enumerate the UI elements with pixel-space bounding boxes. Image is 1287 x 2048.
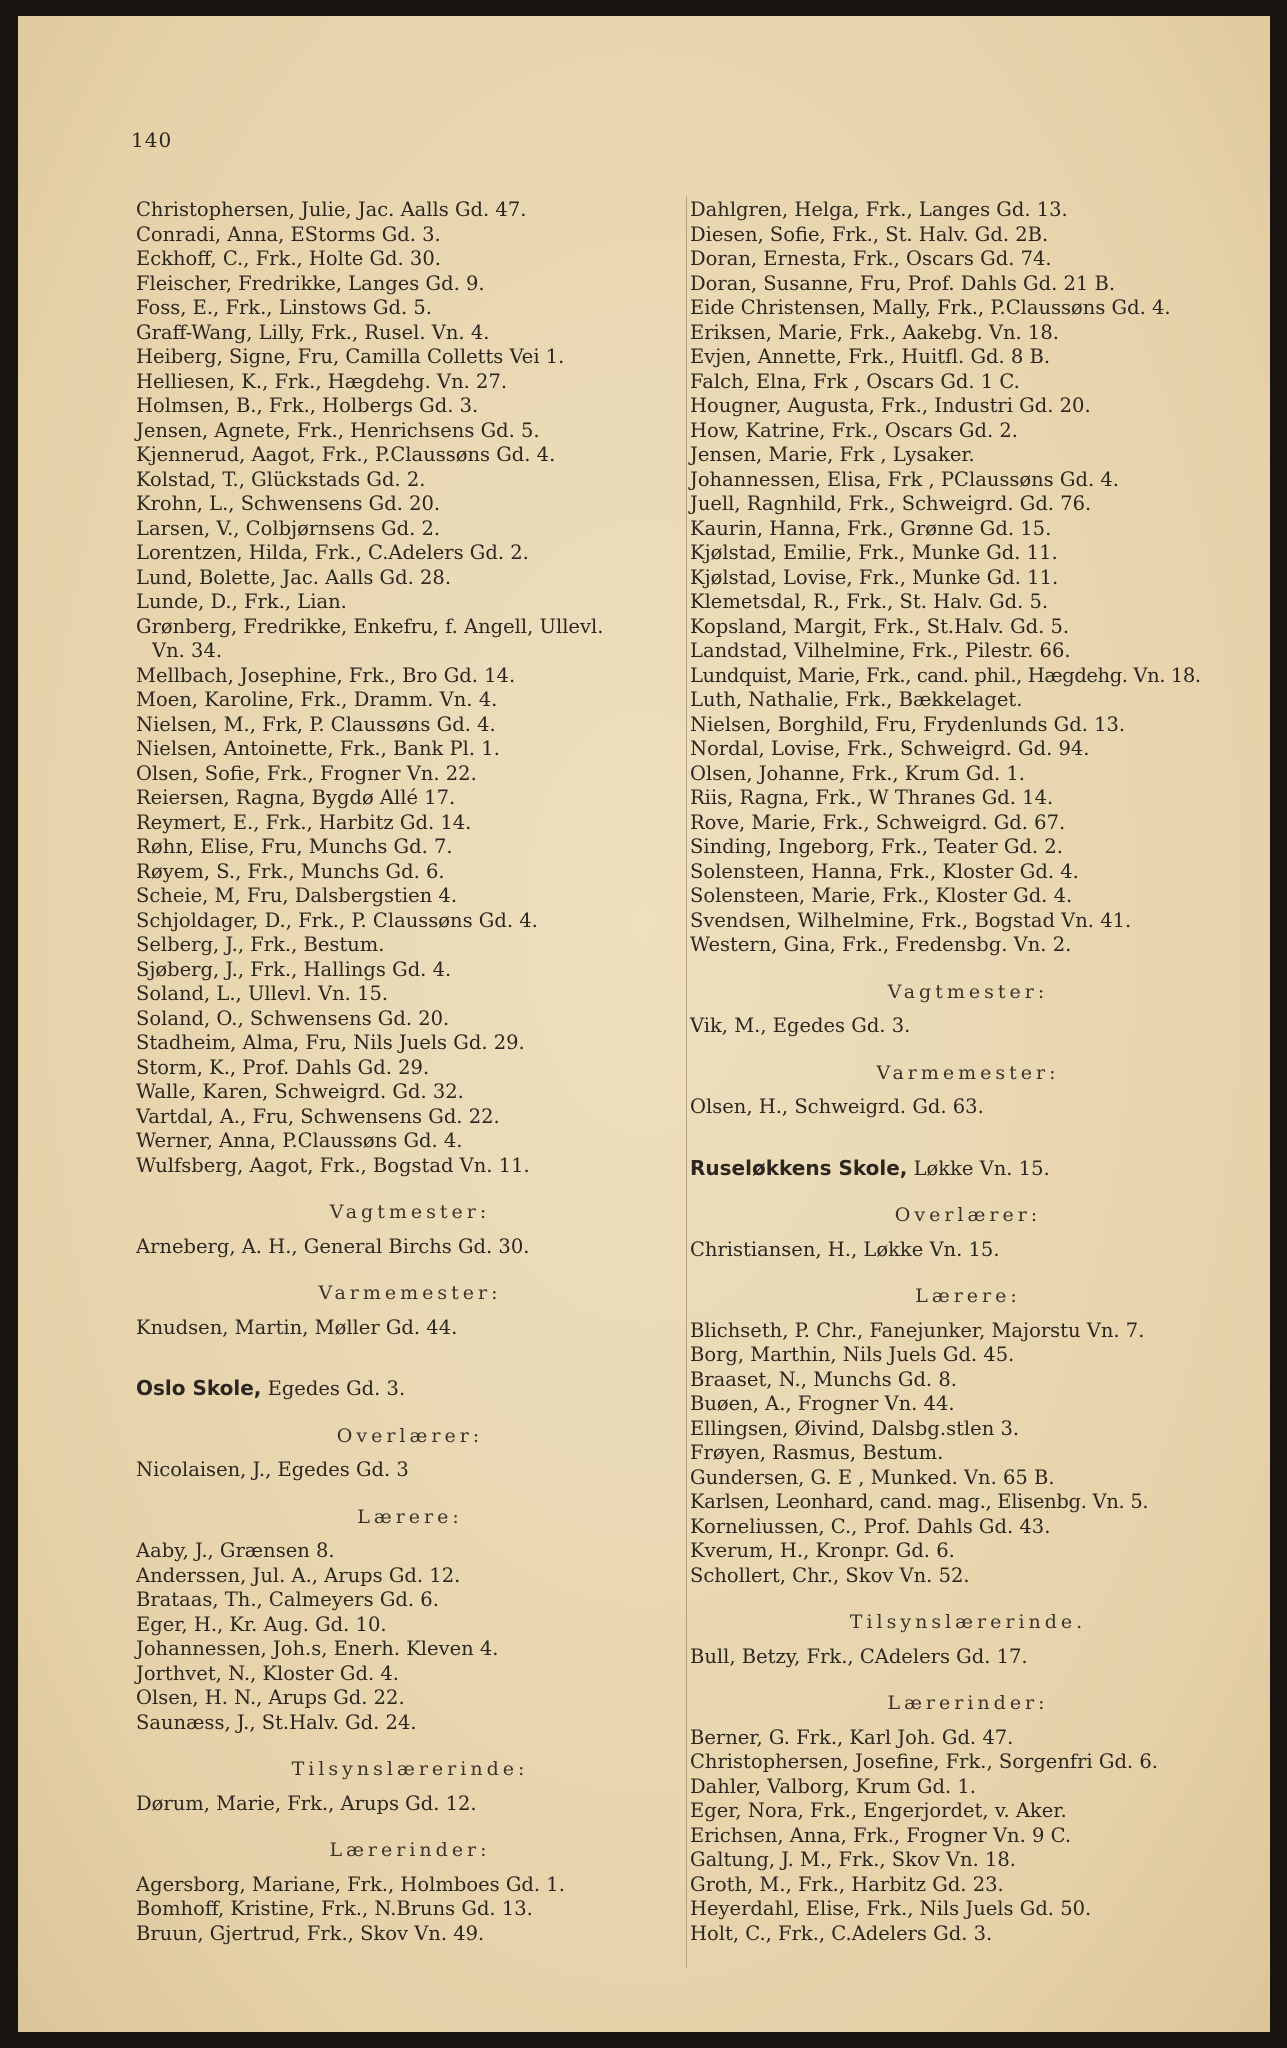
list-item: Eriksen, Marie, Frk., Aakebg. Vn. 18. xyxy=(690,320,1059,344)
list-item: Kopsland, Margit, Frk., St.Halv. Gd. 5. xyxy=(690,614,1070,638)
list-item: Vik, M., Egedes Gd. 3. xyxy=(690,1014,911,1037)
list-item: Olsen, Johanne, Frk., Krum Gd. 1. xyxy=(690,761,1025,785)
school-heading xyxy=(136,1376,684,1402)
list-item: Knudsen, Martin, Møller Gd. 44. xyxy=(136,1315,458,1339)
list-item: Kverum, H., Kronpr. Gd. 6. xyxy=(690,1539,955,1562)
section-heading-laerere: Lærere: xyxy=(915,1285,1021,1307)
list-item: Stadheim, Alma, Fru, Nils Juels Gd. 29. xyxy=(136,1031,525,1054)
list-item: Holt, C., Frk., C.Adelers Gd. 3. xyxy=(690,1921,993,1945)
list-item: Rove, Marie, Frk., Schweigrd. Gd. 67. xyxy=(690,810,1066,834)
list-item: Kolstad, T., Glückstads Gd. 2. xyxy=(136,467,426,491)
list-item: Lund, Bolette, Jac. Aalls Gd. 28. xyxy=(136,565,452,589)
list-item: Nielsen, M., Frk, P. Claussøns Gd. 4. xyxy=(136,712,496,736)
school-name: Ruseløkkens Skole, xyxy=(690,1155,908,1180)
list-item: Nielsen, Borghild, Fru, Frydenlunds Gd. 13. xyxy=(690,712,1126,736)
list-item: Riis, Ragna, Frk., W Thranes Gd. 14. xyxy=(690,786,1054,809)
list-item: Vartdal, A., Fru, Schwensens Gd. 22. xyxy=(136,1104,500,1128)
list-item: Frøyen, Rasmus, Bestum. xyxy=(690,1441,944,1464)
section-heading-tilsynslaererinde: Tilsynslærerinde: xyxy=(291,1758,529,1780)
list-item: Sjøberg, J., Frk., Hallings Gd. 4. xyxy=(136,957,452,981)
list-item: Olsen, H., Schweigrd. Gd. 63. xyxy=(690,1095,984,1118)
list-item: Anderssen, Jul. A., Arups Gd. 12. xyxy=(136,1563,461,1587)
list-item: Agersborg, Mariane, Frk., Holmboes Gd. 1. xyxy=(136,1872,565,1896)
list-item: Buøen, A., Frogner Vn. 44. xyxy=(690,1392,955,1415)
list-item: Korneliussen, C., Prof. Dahls Gd. 43. xyxy=(690,1514,1051,1538)
list-item: Western, Gina, Frk., Fredensbg. Vn. 2. xyxy=(690,933,1072,956)
list-item: Christiansen, H., Løkke Vn. 15. xyxy=(690,1237,1000,1261)
list-item: Foss, E., Frk., Linstows Gd. 5. xyxy=(136,296,432,319)
list-item: Jensen, Marie, Frk , Lysaker. xyxy=(690,443,975,466)
list-item: Bomhoff, Kristine, Frk., N.Bruns Gd. 13. xyxy=(136,1897,533,1920)
list-item: Larsen, V., Colbjørnsens Gd. 2. xyxy=(136,516,441,540)
list-item: Diesen, Sofie, Frk., St. Halv. Gd. 2B. xyxy=(690,222,1049,246)
list-item: Lorentzen, Hilda, Frk., C.Adelers Gd. 2. xyxy=(136,541,529,564)
list-item: Dahlgren, Helga, Frk., Langes Gd. 13. xyxy=(690,198,1068,221)
list-item: Kjølstad, Emilie, Frk., Munke Gd. 11. xyxy=(690,541,1058,564)
section-heading-laererinder: Lærerinder: xyxy=(887,1692,1049,1714)
list-item: Hougner, Augusta, Frk., Industri Gd. 20. xyxy=(690,394,1091,417)
list-item: Jorthvet, N., Kloster Gd. 4. xyxy=(136,1661,399,1685)
list-item: Lunde, D., Frk., Lian. xyxy=(136,590,347,613)
list-item: Eger, Nora, Frk., Engerjordet, v. Aker. xyxy=(690,1799,1067,1822)
list-item: Groth, M., Frk., Harbitz Gd. 23. xyxy=(690,1872,1004,1896)
school-name: Oslo Skole, xyxy=(136,1376,262,1400)
list-item: Walle, Karen, Schweigrd. Gd. 32. xyxy=(136,1080,464,1103)
list-item: Sinding, Ingeborg, Frk., Teater Gd. 2. xyxy=(690,835,1063,858)
school-address: Løkke Vn. 15. xyxy=(907,1156,1050,1180)
list-item: Solensteen, Marie, Frk., Kloster Gd. 4. xyxy=(690,884,1073,907)
list-item: Soland, L., Ullevl. Vn. 15. xyxy=(136,982,389,1005)
list-item: Bruun, Gjertrud, Frk., Skov Vn. 49. xyxy=(136,1921,485,1945)
list-item: Jensen, Agnete, Frk., Henrichsens Gd. 5. xyxy=(136,418,540,442)
list-item: Reiersen, Ragna, Bygdø Allé 17. xyxy=(136,786,456,809)
list-item: Ellingsen, Øivind, Dalsbg.stlen 3. xyxy=(690,1416,1020,1440)
list-item: Olsen, Sofie, Frk., Frogner Vn. 22. xyxy=(136,761,477,785)
section-heading-tilsynslaererinde: Tilsynslærerinde. xyxy=(849,1611,1087,1633)
left-column xyxy=(136,198,684,1946)
list-item: Røhn, Elise, Fru, Munchs Gd. 7. xyxy=(136,835,453,858)
list-item: Berner, G. Frk., Karl Joh. Gd. 47. xyxy=(690,1725,1014,1749)
list-item: Dahler, Valborg, Krum Gd. 1. xyxy=(690,1774,976,1798)
list-item: Erichsen, Anna, Frk., Frogner Vn. 9 C. xyxy=(690,1823,1072,1847)
list-item: Solensteen, Hanna, Frk., Kloster Gd. 4. xyxy=(690,859,1079,883)
list-item: Storm, K., Prof. Dahls Gd. 29. xyxy=(136,1055,430,1079)
list-item: Werner, Anna, P.Claussøns Gd. 4. xyxy=(136,1129,463,1152)
list-item: Kjennerud, Aagot, Frk., P.Claussøns Gd. 4. xyxy=(136,443,556,466)
list-item: Eger, H., Kr. Aug. Gd. 10. xyxy=(136,1612,387,1636)
list-item: Christophersen, Josefine, Frk., Sorgenfri Gd. 6. xyxy=(690,1750,1158,1773)
list-item: Bull, Betzy, Frk., CAdelers Gd. 17. xyxy=(690,1644,1028,1668)
list-item: Heyerdahl, Elise, Frk., Nils Juels Gd. 50. xyxy=(690,1897,1092,1920)
list-item: Falch, Elna, Frk , Oscars Gd. 1 C. xyxy=(690,369,1020,393)
list-item: Svendsen, Wilhelmine, Frk., Bogstad Vn. 41. xyxy=(690,908,1132,932)
list-item: Lundquist, Marie, Frk., cand. phil., Hægdehg. Vn. 18. xyxy=(690,663,1201,687)
list-item-continuation: Vn. 34. xyxy=(152,639,223,662)
section-heading-varmemester: Varmemester: xyxy=(318,1282,502,1304)
list-item: Scheie, M, Fru, Dalsbergstien 4. xyxy=(136,884,458,907)
list-item: Johannessen, Joh.s, Enerh. Kleven 4. xyxy=(136,1637,499,1660)
list-item: Arneberg, A. H., General Birchs Gd. 30. xyxy=(136,1234,530,1258)
school-address: Egedes Gd. 3. xyxy=(261,1377,406,1400)
list-item: Conradi, Anna, EStorms Gd. 3. xyxy=(136,222,441,246)
right-column xyxy=(690,198,1246,1946)
left-entry-list xyxy=(136,198,684,1178)
list-item: Holmsen, B., Frk., Holbergs Gd. 3. xyxy=(136,394,479,417)
list-item: Gundersen, G. E , Munked. Vn. 65 B. xyxy=(690,1465,1055,1489)
list-item: Karlsen, Leonhard, cand. mag., Elisenbg. Vn. 5. xyxy=(690,1490,1149,1513)
school-heading xyxy=(690,1156,1246,1182)
list-item: Schjoldager, D., Frk., P. Claussøns Gd. 4. xyxy=(136,908,538,932)
list-item: How, Katrine, Frk., Oscars Gd. 2. xyxy=(690,418,1018,442)
list-item: Reymert, E., Frk., Harbitz Gd. 14. xyxy=(136,810,472,834)
section-heading-laerere: Lærere: xyxy=(357,1505,463,1528)
list-item: Evjen, Annette, Frk., Huitfl. Gd. 8 B. xyxy=(690,345,1051,368)
right-entry-list xyxy=(690,198,1246,958)
list-item: Røyem, S., Frk., Munchs Gd. 6. xyxy=(136,859,445,883)
list-item: Nielsen, Antoinette, Frk., Bank Pl. 1. xyxy=(136,737,500,760)
list-item: Landstad, Vilhelmine, Frk., Pilestr. 66. xyxy=(690,639,1071,662)
list-item: Saunæss, J., St.Halv. Gd. 24. xyxy=(136,1710,417,1734)
list-item: Moen, Karoline, Frk., Dramm. Vn. 4. xyxy=(136,688,498,711)
section-heading-laererinder: Lærerinder: xyxy=(329,1839,491,1861)
section-heading-overlaerer: Overlærer: xyxy=(336,1424,484,1447)
list-item: Luth, Nathalie, Frk., Bækkelaget. xyxy=(690,688,1023,711)
list-item: Krohn, L., Schwensens Gd. 20. xyxy=(136,492,441,515)
list-item: Kjølstad, Lovise, Frk., Munke Gd. 11. xyxy=(690,565,1059,589)
list-item: Klemetsdal, R., Frk., St. Halv. Gd. 5. xyxy=(690,590,1049,613)
list-item: Galtung, J. M., Frk., Skov Vn. 18. xyxy=(690,1848,1016,1871)
section-heading-vagtmester: Vagtmester: xyxy=(887,980,1049,1003)
list-item: Blichseth, P. Chr., Fanejunker, Majorstu Vn. 7. xyxy=(690,1318,1145,1342)
list-item: Wulfsberg, Aagot, Frk., Bogstad Vn. 11. xyxy=(136,1153,530,1177)
section-heading-overlaerer: Overlærer: xyxy=(894,1204,1042,1226)
list-item: Doran, Ernesta, Frk., Oscars Gd. 74. xyxy=(690,247,1052,270)
list-item: Christophersen, Julie, Jac. Aalls Gd. 47. xyxy=(136,198,527,221)
section-heading-varmemester: Varmemester: xyxy=(876,1061,1060,1084)
list-item: Fleischer, Fredrikke, Langes Gd. 9. xyxy=(136,271,485,295)
list-item: Eckhoff, C., Frk., Holte Gd. 30. xyxy=(136,247,441,270)
list-item: Doran, Susanne, Fru, Prof. Dahls Gd. 21 B. xyxy=(690,271,1116,295)
list-item: Eide Christensen, Mally, Frk., P.Claussøns Gd. 4. xyxy=(690,296,1171,319)
list-item: Mellbach, Josephine, Frk., Bro Gd. 14. xyxy=(136,663,516,687)
section-heading-vagtmester: Vagtmester: xyxy=(329,1201,491,1223)
list-item: Selberg, J., Frk., Bestum. xyxy=(136,933,385,956)
list-item: Johannessen, Elisa, Frk , PClaussøns Gd. 4. xyxy=(690,467,1119,491)
book-page xyxy=(18,16,1270,2032)
page-number: 140 xyxy=(131,128,173,152)
list-item: Borg, Marthin, Nils Juels Gd. 45. xyxy=(690,1343,1015,1366)
list-item: Soland, O., Schwensens Gd. 20. xyxy=(136,1006,450,1030)
list-item: Olsen, H. N., Arups Gd. 22. xyxy=(136,1686,405,1709)
list-item: Graff-Wang, Lilly, Frk., Rusel. Vn. 4. xyxy=(136,320,490,344)
list-item: Nordal, Lovise, Frk., Schweigrd. Gd. 94. xyxy=(690,737,1090,760)
list-item: Juell, Ragnhild, Frk., Schweigrd. Gd. 76. xyxy=(690,492,1092,515)
list-item: Aaby, J., Grænsen 8. xyxy=(136,1539,335,1562)
list-item: Brataas, Th., Calmeyers Gd. 6. xyxy=(136,1588,439,1611)
list-item: Schollert, Chr., Skov Vn. 52. xyxy=(690,1563,970,1587)
list-item: Kaurin, Hanna, Frk., Grønne Gd. 15. xyxy=(690,516,1052,540)
column-divider xyxy=(686,196,687,1968)
list-item: Nicolaisen, J., Egedes Gd. 3 xyxy=(136,1458,409,1481)
list-item: Heiberg, Signe, Fru, Camilla Colletts Vei 1. xyxy=(136,345,565,368)
list-item: Helliesen, K., Frk., Hægdehg. Vn. 27. xyxy=(136,369,508,393)
list-item: Braaset, N., Munchs Gd. 8. xyxy=(690,1367,957,1391)
list-item: Dørum, Marie, Frk., Arups Gd. 12. xyxy=(136,1791,477,1815)
list-item: Grønberg, Fredrikke, Enkefru, f. Angell, Ullevl. xyxy=(136,614,604,638)
